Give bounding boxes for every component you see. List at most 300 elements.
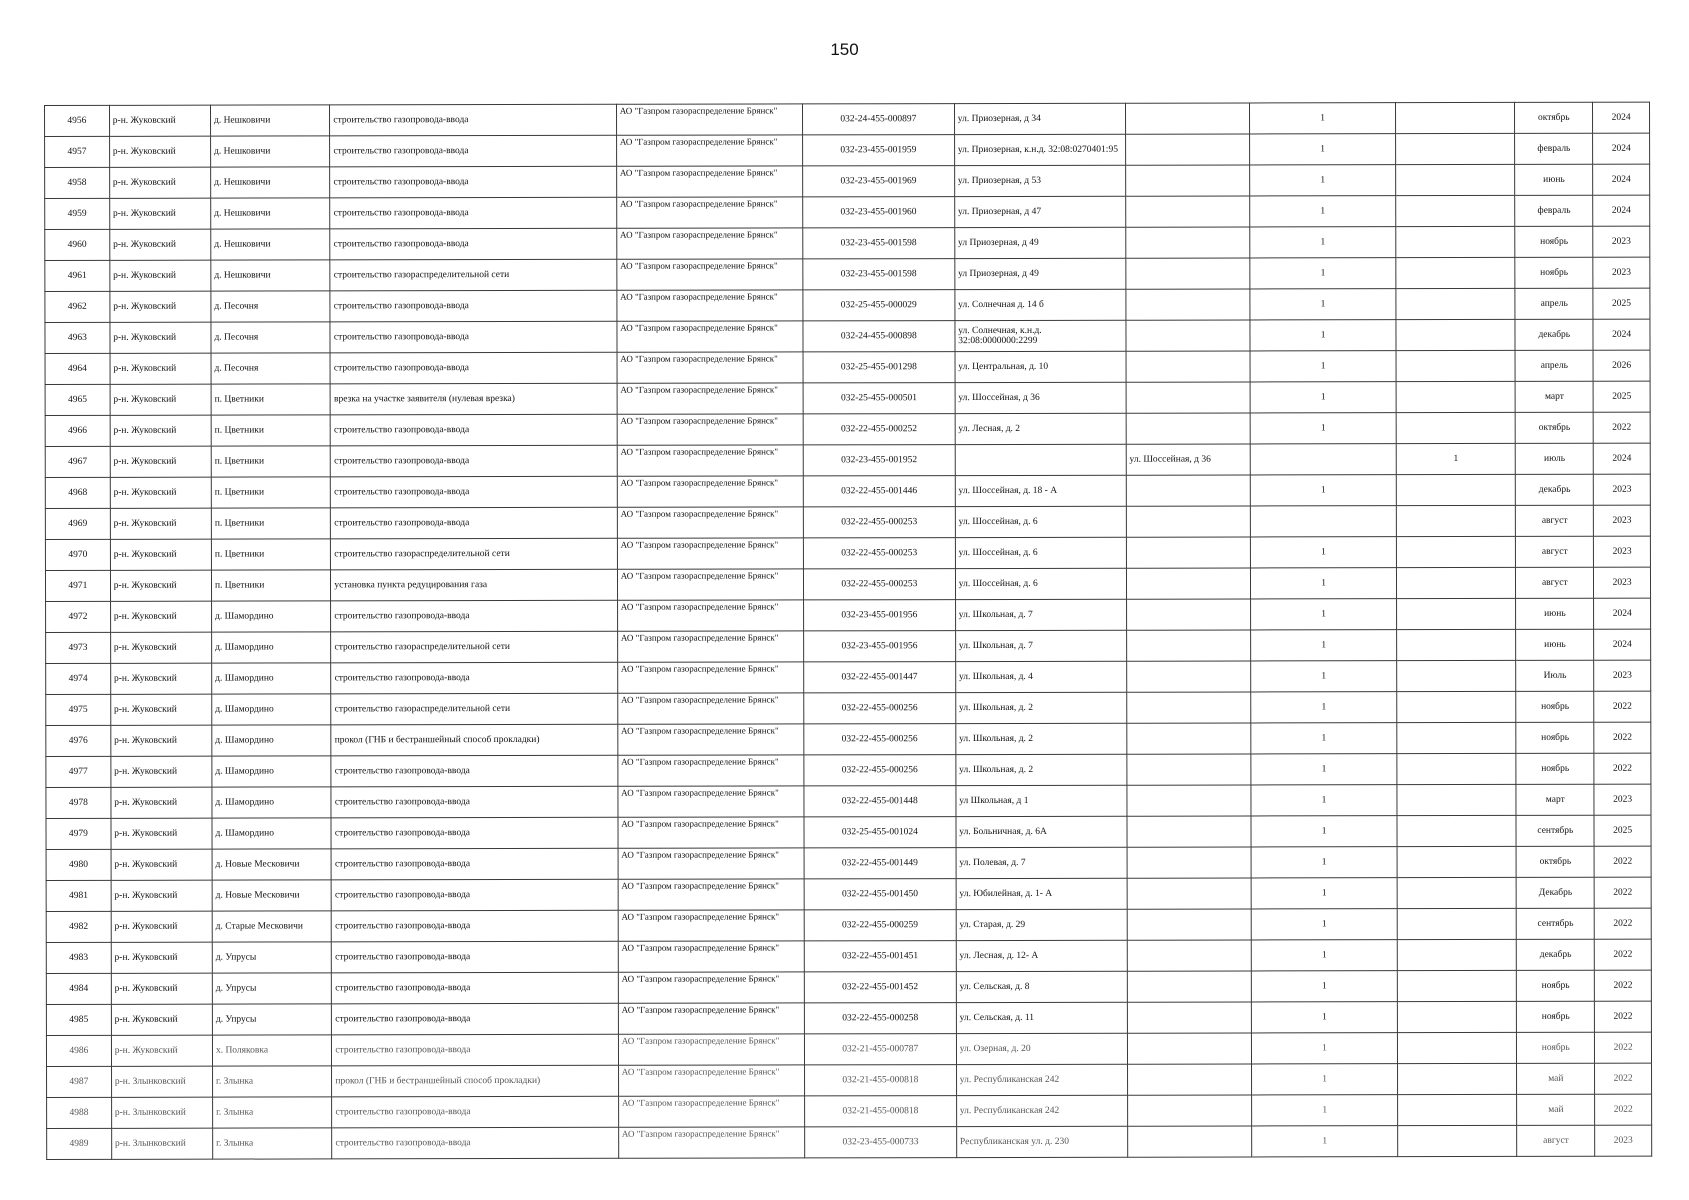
address-extra-cell [1126,630,1251,661]
month-cell: сентябрь [1516,815,1594,846]
work-type-cell: прокол (ГНБ и бестраншейный способ прокладки) [332,1065,618,1097]
count-extra-cell [1396,536,1515,567]
table-row [46,598,1651,632]
count-extra-cell [1397,660,1516,691]
year-cell: 2023 [1593,257,1650,288]
organization-cell: АО "Газпром газораспределение Брянск" [617,414,803,445]
application-code-cell: 032-21-455-000818 [804,1065,956,1096]
district-cell: р-н. Жуковский [110,353,211,384]
month-cell: май [1517,1063,1595,1094]
address-cell: ул. Школьная, д. 4 [955,661,1126,692]
work-type-cell: строительство газопровода-ввода [332,1127,618,1159]
address-extra-cell [1126,475,1251,506]
row-number-cell: 4963 [45,322,110,353]
address-extra-cell [1126,692,1251,723]
locality-cell: д. Нешковичи [211,167,330,198]
table-row [46,629,1651,663]
row-number-cell: 4973 [46,632,111,663]
locality-cell: п. Цветники [211,477,330,508]
table-row [45,474,1650,508]
district-cell: р-н. Жуковский [111,1004,212,1035]
count-cell: 1 [1250,351,1396,382]
row-number-cell: 4977 [46,756,111,787]
row-number-cell: 4974 [46,663,111,694]
year-cell: 2022 [1595,1001,1652,1032]
application-code-cell: 032-22-455-001451 [804,941,956,972]
locality-cell: д. Шамордино [212,663,331,694]
district-cell: р-н. Жуковский [109,105,210,136]
district-cell: р-н. Жуковский [110,508,211,539]
address-cell: ул Приозерная, д 49 [954,227,1125,258]
locality-cell: г. Злынка [213,1097,332,1128]
locality-cell: д. Упрусы [212,942,331,973]
district-cell: р-н. Жуковский [110,229,211,260]
address-cell: ул. Приозерная, к.н.д. 32:08:0270401:95 [954,134,1125,165]
work-type-cell: строительство газопровода-ввода [331,817,617,849]
organization-cell: АО "Газпром газораспределение Брянск" [618,1065,804,1096]
table-row [47,1094,1652,1128]
year-cell: 2024 [1593,164,1650,195]
address-extra-cell [1127,1095,1252,1126]
row-number-cell: 4981 [46,880,111,911]
address-extra-cell [1125,196,1250,227]
work-type-cell: строительство газопровода-ввода [330,166,616,198]
district-cell: р-н. Жуковский [111,725,212,756]
locality-cell: п. Цветники [211,570,330,601]
month-cell: сентябрь [1517,908,1595,939]
locality-cell: д. Шамордино [212,756,331,787]
work-type-cell: прокол (ГНБ и бестраншейный способ прокладки) [331,724,617,756]
work-type-cell: строительство газопровода-ввода [330,135,616,167]
work-type-cell: строительство газопровода-ввода [330,104,616,136]
address-extra-cell [1127,847,1252,878]
count-cell: 1 [1252,1126,1398,1157]
row-number-cell: 4986 [46,1035,111,1066]
row-number-cell: 4985 [46,1004,111,1035]
application-code-cell: 032-22-455-000253 [803,538,955,569]
count-extra-cell [1397,815,1516,846]
count-cell: 1 [1251,692,1397,723]
organization-cell: АО "Газпром газораспределение Брянск" [617,290,803,321]
address-cell: ул. Школьная, д. 7 [955,599,1126,630]
address-extra-cell [1127,785,1252,816]
count-extra-cell [1397,629,1516,660]
count-cell: 1 [1251,723,1397,754]
table-row [46,970,1651,1004]
work-type-cell: строительство газопровода-ввода [332,1003,618,1035]
count-extra-cell [1396,257,1515,288]
gasification-table [44,102,1652,1160]
month-cell: ноябрь [1516,753,1594,784]
address-cell: ул. Шоссейная, д. 6 [955,506,1126,537]
month-cell: ноябрь [1516,691,1594,722]
address-cell: ул. Лесная, д. 12- А [956,940,1127,971]
count-cell: 1 [1252,1064,1398,1095]
table-row [45,102,1650,136]
district-cell: р-н. Жуковский [111,942,212,973]
application-code-cell: 032-23-455-001956 [803,600,955,631]
district-cell: р-н. Жуковский [110,632,211,663]
year-cell: 2026 [1593,350,1650,381]
application-code-cell: 032-25-455-001024 [804,817,956,848]
application-code-cell: 032-23-455-001598 [803,259,955,290]
count-extra-cell [1397,1063,1516,1094]
organization-cell: АО "Газпром газораспределение Брянск" [616,228,802,259]
row-number-cell: 4988 [47,1097,112,1128]
district-cell: р-н. Жуковский [110,291,211,322]
address-cell: ул. Школьная, д. 2 [955,692,1126,723]
year-cell: 2023 [1594,505,1651,536]
table-row [46,1032,1651,1066]
year-cell: 2022 [1594,877,1651,908]
table-row [46,846,1651,880]
district-cell: р-н. Жуковский [111,880,212,911]
address-extra-cell [1126,599,1251,630]
work-type-cell: установка пункта редуцирования газа [331,569,617,601]
locality-cell: д. Шамордино [211,601,330,632]
locality-cell: п. Цветники [211,384,330,415]
work-type-cell: строительство газопровода-ввода [330,228,616,260]
application-code-cell: 032-22-455-001447 [804,662,956,693]
row-number-cell: 4962 [45,291,110,322]
table-row [45,443,1650,477]
application-code-cell: 032-22-455-000253 [803,507,955,538]
address-cell: ул Школьная, д 1 [956,785,1127,816]
work-type-cell: строительство газопровода-ввода [330,197,616,229]
organization-cell: АО "Газпром газораспределение Брянск" [616,135,802,166]
address-extra-cell [1125,165,1250,196]
month-cell: ноябрь [1517,1001,1595,1032]
address-cell: ул. Больничная, д. 6А [956,816,1127,847]
table-row [45,319,1650,353]
count-cell: 1 [1251,909,1397,940]
year-cell: 2022 [1595,1094,1652,1125]
locality-cell: г. Злынка [213,1128,332,1159]
count-cell: 1 [1251,847,1397,878]
count-extra-cell [1397,908,1516,939]
table-row [47,1063,1652,1097]
locality-cell: п. Цветники [211,415,330,446]
district-cell: р-н. Жуковский [110,539,211,570]
organization-cell: АО "Газпром газораспределение Брянск" [616,166,802,197]
month-cell: Июль [1516,660,1594,691]
address-cell [955,444,1126,475]
address-cell: ул. Шоссейная, д. 6 [955,568,1126,599]
row-number-cell: 4966 [45,415,110,446]
organization-cell: АО "Газпром газораспределение Брянск" [617,569,803,600]
district-cell: р-н. Жуковский [111,818,212,849]
organization-cell: АО "Газпром газораспределение Брянск" [618,848,804,879]
year-cell: 2023 [1594,660,1651,691]
count-cell: 1 [1251,816,1397,847]
year-cell: 2022 [1594,908,1651,939]
count-cell: 1 [1252,1002,1398,1033]
row-number-cell: 4961 [45,260,110,291]
count-cell: 1 [1251,599,1397,630]
work-type-cell: строительство газопровода-ввода [332,1096,618,1128]
year-cell: 2023 [1594,536,1651,567]
address-extra-cell [1126,506,1251,537]
month-cell: март [1516,784,1594,815]
district-cell: р-н. Злынковский [111,1128,212,1159]
address-extra-cell [1126,289,1251,320]
organization-cell: АО "Газпром газораспределение Брянск" [618,910,804,941]
work-type-cell: строительство газопровода-ввода [332,941,618,973]
application-code-cell: 032-22-455-001448 [804,786,956,817]
organization-cell: АО "Газпром газораспределение Брянск" [618,724,804,755]
row-number-cell: 4976 [46,725,111,756]
locality-cell: д. Шамордино [212,725,331,756]
address-cell: ул. Школьная, д. 7 [955,630,1126,661]
application-code-cell: 032-23-455-001960 [803,197,955,228]
locality-cell: д. Упрусы [212,1004,331,1035]
year-cell: 2022 [1594,846,1651,877]
count-extra-cell [1397,722,1516,753]
address-extra-cell [1125,134,1250,165]
application-code-cell: 032-22-455-001449 [804,848,956,879]
work-type-cell: строительство газопровода-ввода [332,972,618,1004]
table-row [46,660,1651,694]
month-cell: ноябрь [1517,970,1595,1001]
month-cell: февраль [1515,195,1593,226]
count-cell: 1 [1251,630,1397,661]
locality-cell: д. Упрусы [212,973,331,1004]
count-extra-cell [1396,319,1515,350]
address-extra-cell [1126,258,1251,289]
table-row [45,567,1650,601]
table-body [45,102,1652,1159]
organization-cell: АО "Газпром газораспределение Брянск" [618,755,804,786]
district-cell: р-н. Жуковский [111,1035,212,1066]
year-cell: 2024 [1593,195,1650,226]
address-cell: ул. Солнечная, к.н.д. 32:08:0000000:2299 [955,320,1126,351]
district-cell: р-н. Жуковский [111,973,212,1004]
locality-cell: д. Нешковичи [211,229,330,260]
count-extra-cell [1396,288,1515,319]
organization-cell: АО "Газпром газораспределение Брянск" [617,321,803,352]
table-row [46,784,1651,818]
row-number-cell: 4969 [45,508,110,539]
year-cell: 2023 [1595,1125,1652,1156]
count-extra-cell [1396,598,1515,629]
row-number-cell: 4968 [45,477,110,508]
address-cell: ул. Сельская, д. 8 [956,971,1127,1002]
year-cell: 2023 [1594,567,1651,598]
row-number-cell: 4979 [46,818,111,849]
row-number-cell: 4975 [46,694,111,725]
address-cell: ул. Сельская, д. 11 [956,1002,1127,1033]
month-cell: август [1516,505,1594,536]
district-cell: р-н. Жуковский [110,570,211,601]
district-cell: р-н. Жуковский [110,477,211,508]
count-cell: 1 [1250,475,1396,506]
work-type-cell: строительство газопровода-ввода [331,600,617,632]
count-extra-cell [1398,1125,1517,1156]
table-row [46,908,1651,942]
count-extra-cell: 1 [1396,443,1515,474]
locality-cell: д. Нешковичи [211,198,330,229]
organization-cell: АО "Газпром газораспределение Брянск" [617,476,803,507]
table-row [45,381,1650,415]
count-extra-cell [1396,412,1515,443]
count-cell [1251,506,1397,537]
organization-cell: АО "Газпром газораспределение Брянск" [618,941,804,972]
year-cell: 2023 [1594,784,1651,815]
address-extra-cell [1126,351,1251,382]
application-code-cell: 032-22-455-001450 [804,879,956,910]
table-row [45,226,1650,260]
district-cell: р-н. Жуковский [110,322,211,353]
work-type-cell: строительство газопровода-ввода [331,662,617,694]
month-cell: август [1517,1125,1595,1156]
row-number-cell: 4978 [46,787,111,818]
year-cell: 2024 [1593,443,1650,474]
count-extra-cell [1396,164,1515,195]
count-cell: 1 [1251,878,1397,909]
address-cell: ул. Центральная, д. 10 [955,351,1126,382]
table-row [46,939,1651,973]
organization-cell: АО "Газпром газораспределение Брянск" [617,383,803,414]
count-extra-cell [1397,939,1516,970]
address-extra-cell [1127,971,1252,1002]
application-code-cell: 032-22-455-001452 [804,972,956,1003]
locality-cell: д. Песочня [211,322,330,353]
work-type-cell: строительство газопровода-ввода [332,910,618,942]
count-cell: 1 [1250,196,1396,227]
month-cell: август [1516,567,1594,598]
application-code-cell: 032-22-455-000256 [804,693,956,724]
count-extra-cell [1395,102,1514,133]
address-cell: ул. Шоссейная, д. 6 [955,537,1126,568]
table-row [45,195,1650,229]
address-extra-cell [1126,227,1251,258]
organization-cell: АО "Газпром газораспределение Брянск" [618,1127,804,1158]
count-extra-cell [1396,381,1515,412]
address-cell: ул. Лесная, д. 2 [955,413,1126,444]
month-cell: февраль [1515,133,1593,164]
organization-cell: АО "Газпром газораспределение Брянск" [616,197,802,228]
table-row [45,133,1650,167]
address-cell: ул. Республиканская 242 [956,1095,1127,1126]
table-row [46,691,1651,725]
row-number-cell: 4965 [45,384,110,415]
application-code-cell: 032-25-455-000029 [803,290,955,321]
district-cell: р-н. Жуковский [109,136,210,167]
work-type-cell: строительство газопровода-ввода [331,476,617,508]
row-number-cell: 4967 [45,446,110,477]
organization-cell: АО "Газпром газораспределение Брянск" [617,507,803,538]
count-extra-cell [1396,195,1515,226]
month-cell: декабрь [1515,319,1593,350]
organization-cell: АО "Газпром газораспределение Брянск" [618,1096,804,1127]
month-cell: май [1517,1094,1595,1125]
year-cell: 2022 [1595,1063,1652,1094]
work-type-cell: строительство газопровода-ввода [332,1034,618,1066]
row-number-cell: 4987 [47,1066,112,1097]
locality-cell: д. Шамордино [212,818,331,849]
address-extra-cell [1126,537,1251,568]
district-cell: р-н. Злынковский [111,1097,212,1128]
count-extra-cell [1397,846,1516,877]
year-cell: 2022 [1594,722,1651,753]
count-cell: 1 [1252,1095,1398,1126]
table-row [45,257,1650,291]
district-cell: р-н. Жуковский [109,167,210,198]
district-cell: р-н. Жуковский [110,415,211,446]
row-number-cell: 4960 [45,229,110,260]
district-cell: р-н. Жуковский [110,260,211,291]
locality-cell: д. Нешковичи [211,260,330,291]
month-cell: декабрь [1517,939,1595,970]
locality-cell: п. Цветники [211,446,330,477]
table-row [45,412,1650,446]
month-cell: март [1515,381,1593,412]
organization-cell: АО "Газпром газораспределение Брянск" [617,445,803,476]
organization-cell: АО "Газпром газораспределение Брянск" [618,786,804,817]
month-cell: июнь [1516,629,1594,660]
locality-cell: д. Шамордино [212,694,331,725]
work-type-cell: строительство газопровода-ввода [331,848,617,880]
application-code-cell: 032-24-455-000898 [803,321,955,352]
count-extra-cell [1397,1032,1516,1063]
organization-cell: АО "Газпром газораспределение Брянск" [617,538,803,569]
address-extra-cell [1126,568,1251,599]
organization-cell: АО "Газпром газораспределение Брянск" [618,817,804,848]
application-code-cell: 032-22-455-001446 [803,476,955,507]
count-extra-cell [1396,505,1515,536]
organization-cell: АО "Газпром газораспределение Брянск" [617,631,803,662]
address-cell: ул. Приозерная, д 34 [954,103,1125,134]
application-code-cell: 032-25-455-001298 [803,352,955,383]
table-row [45,536,1650,570]
address-extra-cell [1126,320,1251,351]
address-cell: ул. Приозерная, д 53 [954,165,1125,196]
address-extra-cell [1126,413,1251,444]
address-extra-cell [1126,382,1251,413]
row-number-cell: 4970 [45,539,110,570]
work-type-cell: строительство газопровода-ввода [331,414,617,446]
year-cell: 2023 [1594,474,1651,505]
address-cell: ул. Приозерная, д 47 [954,196,1125,227]
organization-cell: АО "Газпром газораспределение Брянск" [616,104,802,135]
district-cell: р-н. Жуковский [110,663,211,694]
locality-cell: д. Новые Месковичи [212,849,331,880]
locality-cell: д. Шамордино [212,787,331,818]
address-cell: ул. Полевая, д. 7 [956,847,1127,878]
month-cell: Декабрь [1516,877,1594,908]
district-cell: р-н. Злынковский [111,1066,212,1097]
month-cell: октябрь [1516,846,1594,877]
locality-cell: д. Старые Месковичи [212,911,331,942]
district-cell: р-н. Жуковский [110,601,211,632]
year-cell: 2025 [1594,815,1651,846]
count-cell: 1 [1250,227,1396,258]
organization-cell: АО "Газпром газораспределение Брянск" [618,1003,804,1034]
table-row [46,753,1651,787]
address-extra-cell [1127,754,1252,785]
address-cell: Республиканская ул. д. 230 [956,1126,1127,1157]
work-type-cell: строительство газораспределительной сети [331,693,617,725]
count-cell: 1 [1251,785,1397,816]
count-cell: 1 [1251,661,1397,692]
count-cell: 1 [1252,971,1398,1002]
count-cell [1250,444,1396,475]
year-cell: 2022 [1594,753,1651,784]
count-cell: 1 [1250,289,1396,320]
count-extra-cell [1396,350,1515,381]
row-number-cell: 4980 [46,849,111,880]
row-number-cell: 4964 [45,353,110,384]
